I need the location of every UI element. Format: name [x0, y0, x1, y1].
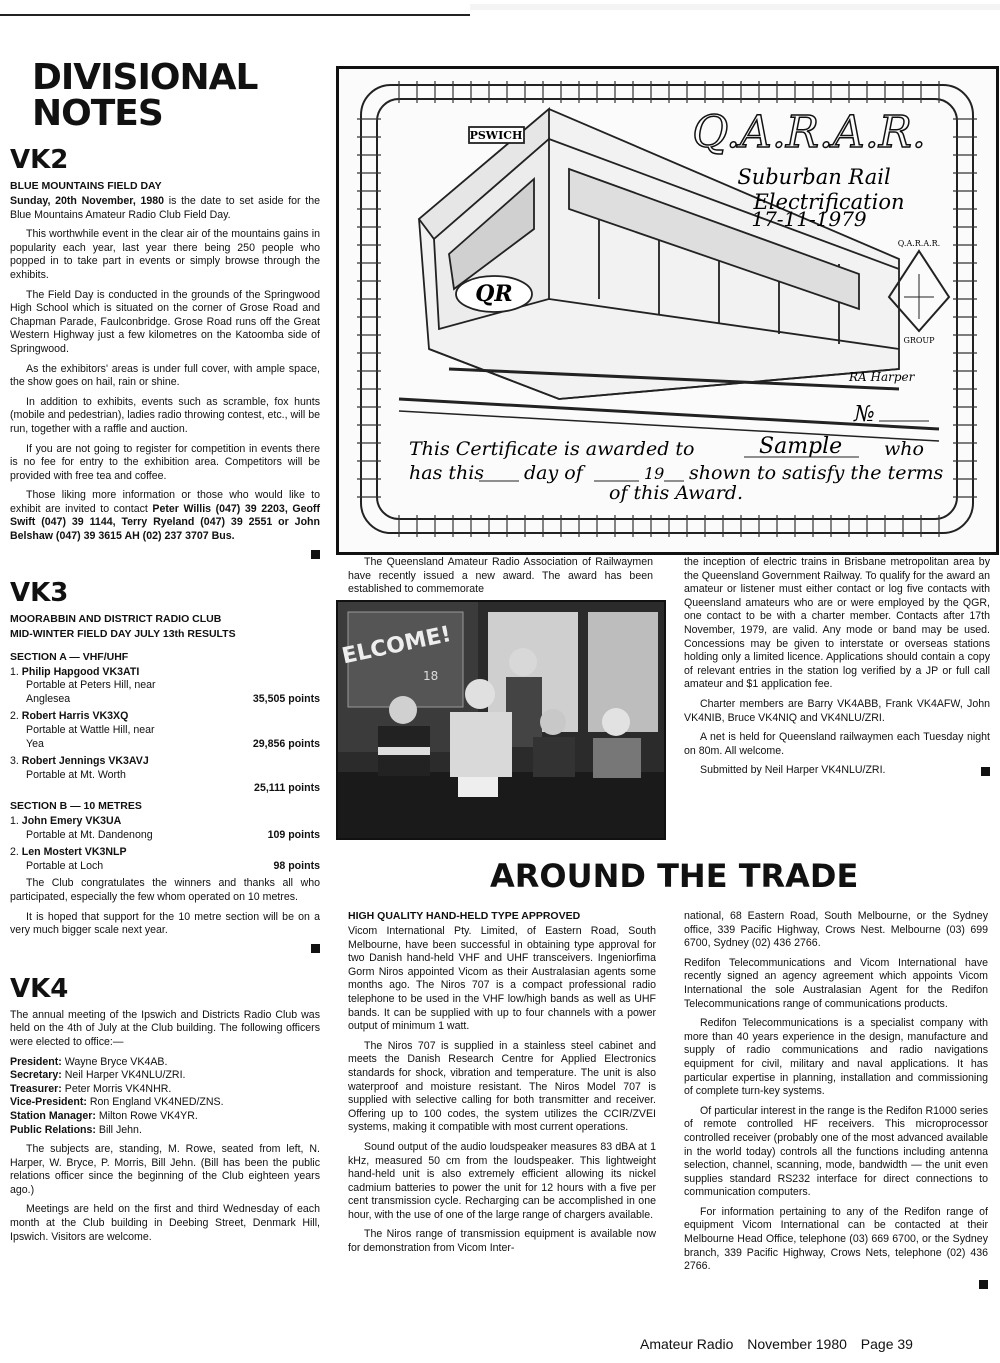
vk2-para-7: Those liking more information or those who would like to exhibit are invited to contact Peter Willis (047) 39 2203, Geoff Swift (047) 39 1144, Terry Ryeland (047) 39 2551 or John Belshaw (047) 39 3615 AH (02) 237 3707 Bus.	[10, 489, 320, 543]
end-mark	[981, 767, 990, 776]
award-text-3: of this Award.	[609, 482, 743, 504]
result-name: Robert Jennings VK3AVJ	[21, 755, 149, 768]
result-name: Philip Hapgood VK3ATI	[21, 665, 140, 678]
result-number: 1.	[10, 665, 19, 678]
qarar-para-1-cont: the inception of electric trains in Brisbane metropolitan area by the Queensland Government Railway. To qualify for the award an amateur or listener must either contact or log five contacts with Queensland amateurs who are or were employed by the QGR, one contact to be with a charter member. Contacts after 17th November, 1979, are valid. Any mode or band may be used. Concessions may be given to interstate or overseas stations holding only a limited licence. Applications should contain a copy of relevant entries in the station log verified by a JP or full call amateur and $1 application fee.	[684, 556, 990, 691]
officer-entry	[10, 1096, 320, 1110]
banner-number: 18	[423, 669, 439, 683]
result-entry	[10, 666, 320, 707]
result-number: 2.	[10, 710, 19, 723]
certificate-line-2: Electrification	[753, 190, 905, 214]
result-points: 109 points	[267, 828, 320, 841]
result-points: 35,505 points	[252, 692, 320, 705]
vk4-heading: VK4	[10, 973, 69, 1004]
officer-role: Secretary:	[10, 1069, 62, 1082]
result-location: Portable at Wattle Hill, near	[26, 724, 155, 737]
certificate-title: Q.A.R.A.R.	[692, 107, 926, 158]
officer-role: Station Manager:	[10, 1109, 96, 1122]
end-mark	[311, 944, 320, 953]
officer-entry	[10, 1069, 320, 1083]
page-footer	[640, 1336, 923, 1352]
section-a-heading: SECTION A — VHF/UHF	[10, 650, 129, 663]
trade-title: AROUND THE TRADE	[490, 857, 859, 895]
award-text-1: This Certificate is awarded to	[409, 438, 695, 460]
officer-entry	[10, 1056, 320, 1070]
vk3-sub-2: MID-WINTER FIELD DAY JULY 13th RESULTS	[10, 627, 236, 640]
qarar-para-1: The Queensland Amateur Radio Association of Railwaymen have recently issued a new award. The award has been established to commemorate	[348, 556, 653, 596]
result-location: Portable at Mt. Dandenong	[26, 828, 153, 841]
vk3-heading: VK3	[10, 577, 69, 608]
award-year: 19	[644, 464, 665, 483]
footer-magazine: Amateur Radio	[640, 1336, 734, 1352]
qarar-para-3: A net is held for Queensland railwaymen each Tuesday night on 80m. All welcome.	[684, 731, 990, 757]
group-label: Q.A.R.A.R.	[897, 239, 941, 248]
result-number: 3.	[10, 755, 19, 768]
result-entry	[10, 846, 320, 873]
top-strip	[470, 4, 1000, 10]
award-who: who	[884, 438, 924, 460]
result-name: Len Mostert VK3NLP	[21, 846, 127, 859]
officer-name: Bill Jehn.	[98, 1123, 142, 1136]
vk2-para-3: The Field Day is conducted in the grounds of the Springwood High School which is situated on the corner of Grose Road and Chapman Parade, Faulconbridge. Grose Road runs off the Great Western Highway just a few kilometres on the Katoomba side of Springwood.	[10, 288, 320, 355]
officer-role: Vice-President:	[10, 1096, 87, 1109]
result-location-2: Anglesea	[26, 692, 71, 705]
section-b-results	[10, 815, 320, 873]
certificate-number: №	[854, 402, 875, 427]
table	[338, 772, 664, 838]
vk3-para-2: It is hoped that support for the 10 metre section will be on a very much bigger scale next year.	[10, 910, 320, 937]
vk4-para-2: The subjects are, standing, M. Rowe, seated from left, N. Harper, W. Bryce, P. Morris, Bill Jehn. (Bill has been the public relations officer since the beginning of the Club eighteen years ago.)	[10, 1143, 320, 1196]
end-mark	[979, 1280, 988, 1289]
vk3-sub-1: MOORABBIN AND DISTRICT RADIO CLUB	[10, 612, 222, 625]
trade-column-left	[348, 910, 656, 1262]
officer-name: Ron England VK4NED/ZNS.	[89, 1096, 224, 1109]
result-number: 1.	[10, 815, 19, 827]
certificate-line-1: Suburban Rail	[737, 165, 891, 189]
result-location: Portable at Loch	[26, 859, 104, 872]
qarar-para-4: Submitted by Neil Harper VK4NLU/ZRI.	[684, 764, 990, 778]
officer-role: Treasurer:	[10, 1082, 62, 1095]
officer-name: Peter Morris VK4NHR.	[64, 1082, 172, 1095]
officer-name: Milton Rowe VK4YR.	[98, 1109, 198, 1122]
qarar-para-2: Charter members are Barry VK4ABB, Frank VK4AFW, John VK4NIB, Bruce VK4NIQ and VK4NLU/ZRI.	[684, 697, 990, 724]
trade-para-7: Of particular interest in the range is the Redifon R1000 series of remote controlled HF receivers. This microprocessor controlled receiver (probably one of the most advanced available in the world today) controls all the functions including antenna selection, channel, scanning, mode, bandwidth — the unit even supplies standard RS232 interface for direct connections to communication computers.	[684, 1104, 988, 1199]
masthead: DIVISIONAL NOTES	[32, 57, 258, 134]
officer-name: Neil Harper VK4NLU/ZRI.	[64, 1069, 186, 1082]
trade-para-3: Sound output of the audio loudspeaker measures 83 dBA at 1 kHz, measured 50 cm from the loudspeaker. This lightweight hand-held unit is also extremely efficient allowing its nickel cadmium batteries to power the unit for 12 hours with a five per cent transmission cycle. Recharging can be accomplished in one hour, with the use of one of the large range of chargers available.	[348, 1140, 656, 1221]
footer-page: Page 39	[860, 1336, 913, 1352]
vk3-para-1: The Club congratulates the winners and thanks all who participated, especially the few whom operated on 10 metres.	[10, 877, 320, 903]
vk2-heading: VK2	[10, 145, 69, 175]
certificate-illustration	[336, 66, 999, 555]
vk2-subheading: BLUE MOUNTAINS FIELD DAY	[10, 180, 162, 192]
trade-para-4-cont: national, 68 Eastern Road, South Melbourne, or the Sydney office, 339 Pacific Highway, Crows Nest. Melbourne (03) 699 6700, Sydney (02) 436 2766.	[684, 910, 988, 950]
result-entry	[10, 815, 320, 842]
trade-para-8: For information pertaining to any of the Redifon range of equipment Vicom International can be contacted at their Melbourne Head Office, telephone (03) 669 6700, or the Sydney branch, 339 Pacific Highway, Crows Nets, telephone (02) 436 2766.	[684, 1205, 988, 1273]
result-number: 2.	[10, 846, 19, 859]
qarar-article-left	[348, 556, 653, 603]
result-location-2: Yea	[26, 737, 44, 750]
result-location: Portable at Peters Hill, near	[26, 679, 156, 692]
vk2-para-6: If you are not going to register for competition in events there is no fee for entry to the exhibition area. Competitors will be provided with free tea and coffee.	[10, 442, 320, 482]
result-points: 98 points	[273, 859, 320, 872]
result-points: 29,856 points	[252, 737, 320, 750]
officer-name: Wayne Bryce VK4AB.	[64, 1055, 168, 1068]
officer-entry	[10, 1124, 320, 1138]
result-name: Robert Harris VK3XQ	[21, 710, 129, 723]
trade-para-1: Vicom International Pty. Limited, of Eastern Road, South Melbourne, have been successful in obtaining type approval for two Danish hand-held VHF and UHF transceivers. Ingeniorfima Gorm Niros appointed Vicom as their Australasian agents some months ago. The Niros 707 is a compact professional radio telephone to be used in the VHF low/high bands as well as UHF bands. It can be supplied with up to four channels with a power output of minimum 1 watt.	[348, 925, 656, 1033]
divisional-notes-column	[10, 57, 320, 1250]
result-name: John Emery VK3UA	[21, 815, 122, 827]
sample-name: Sample	[759, 434, 843, 459]
award-shown: shown to satisfy the terms	[689, 462, 944, 484]
officer-role: President:	[10, 1055, 62, 1068]
officer-entry	[10, 1083, 320, 1097]
vk4-para-1: The annual meeting of the Ipswich and Districts Radio Club was held on the 4th of July at the Club building. The following officers were elected to office:—	[10, 1008, 320, 1048]
vk2-para-5: In addition to exhibits, events such as scramble, fox hunts (mobile and pedestrian), ladies radio throwing contest, etc., will be run, together with a raffle and auction.	[10, 395, 320, 435]
trade-para-5: Redifon Telecommunications and Vicom International have recently signed an agency agreement which appoints Vicom International the sole Australasian Agent for the Redifon Telecommunications range of communications products.	[684, 956, 988, 1010]
trade-column-right	[684, 910, 988, 1289]
trade-para-6: Redifon Telecommunications is a specialist company with more than 40 years experience in the design, manufacture and supply of radio communications and radio navigations equipment for civil, military and naval applications. It has particular expertise in planning, installation and commissioning of complete turn-key systems.	[684, 1017, 988, 1098]
vk2-para-2: This worthwhile event in the clear air of the mountains gains in popularity each year, last year there being 250 people who popped in to take part in events or simply browse through the exhibits.	[10, 228, 320, 281]
qr-logo: QR	[475, 281, 513, 307]
result-entry	[10, 755, 320, 796]
result-points: 25,111 points	[254, 782, 320, 795]
footer-issue: November 1980	[747, 1336, 847, 1352]
club-photo	[336, 600, 666, 840]
officer-list	[10, 1056, 320, 1138]
welcome-banner: ELCOME!	[339, 621, 454, 670]
train-destination: PSWICH	[469, 129, 523, 142]
certificate-date: 17-11-1979	[751, 207, 867, 231]
trade-subheading: HIGH QUALITY HAND-HELD TYPE APPROVED	[348, 910, 581, 922]
top-rule	[0, 0, 470, 16]
award-text-2: has this	[409, 462, 485, 484]
section-a-results	[10, 666, 320, 796]
trade-para-2: The Niros 707 is supplied in a stainless steel cabinet and meets the Danish Research Centre for Applied Electronics standards for shock, vibration and temperature. The unit is also waterproof and moisture resistant. The Niros Model 707 is supplied with selective calling for both transmitter and receiver. Offering up to 100 codes, the system utilizes the CCIR/ZVEI systems, making it compatible with most current operations.	[348, 1039, 656, 1134]
end-mark	[311, 550, 320, 559]
signature: RA Harper	[849, 370, 915, 384]
trade-para-4: The Niros range of transmission equipment is available now for demonstration from Vicom Inter-	[348, 1228, 656, 1255]
award-day-of: day of	[524, 462, 583, 484]
vk2-para-4: As the exhibitors' areas is under full cover, with ample space, the show goes on hail, rain or shine.	[10, 362, 320, 389]
group-word: GROUP	[903, 336, 935, 345]
result-entry	[10, 710, 320, 751]
papers	[458, 777, 498, 797]
officer-role: Public Relations:	[10, 1123, 96, 1136]
officer-entry	[10, 1110, 320, 1124]
vk4-para-3: Meetings are held on the first and third Wednesday of each month at the Club building in Deebing Street, Denmark Hill, Ipswich. Visitors are welcome.	[10, 1203, 320, 1243]
vk2-para-1: Sunday, 20th November, 1980 is the date to set aside for the Blue Mountains Amateur Radio Club Field Day.	[10, 195, 320, 221]
result-location: Portable at Mt. Worth	[26, 768, 126, 781]
qarar-article-right	[684, 556, 990, 784]
section-b-heading: SECTION B — 10 METRES	[10, 800, 142, 812]
